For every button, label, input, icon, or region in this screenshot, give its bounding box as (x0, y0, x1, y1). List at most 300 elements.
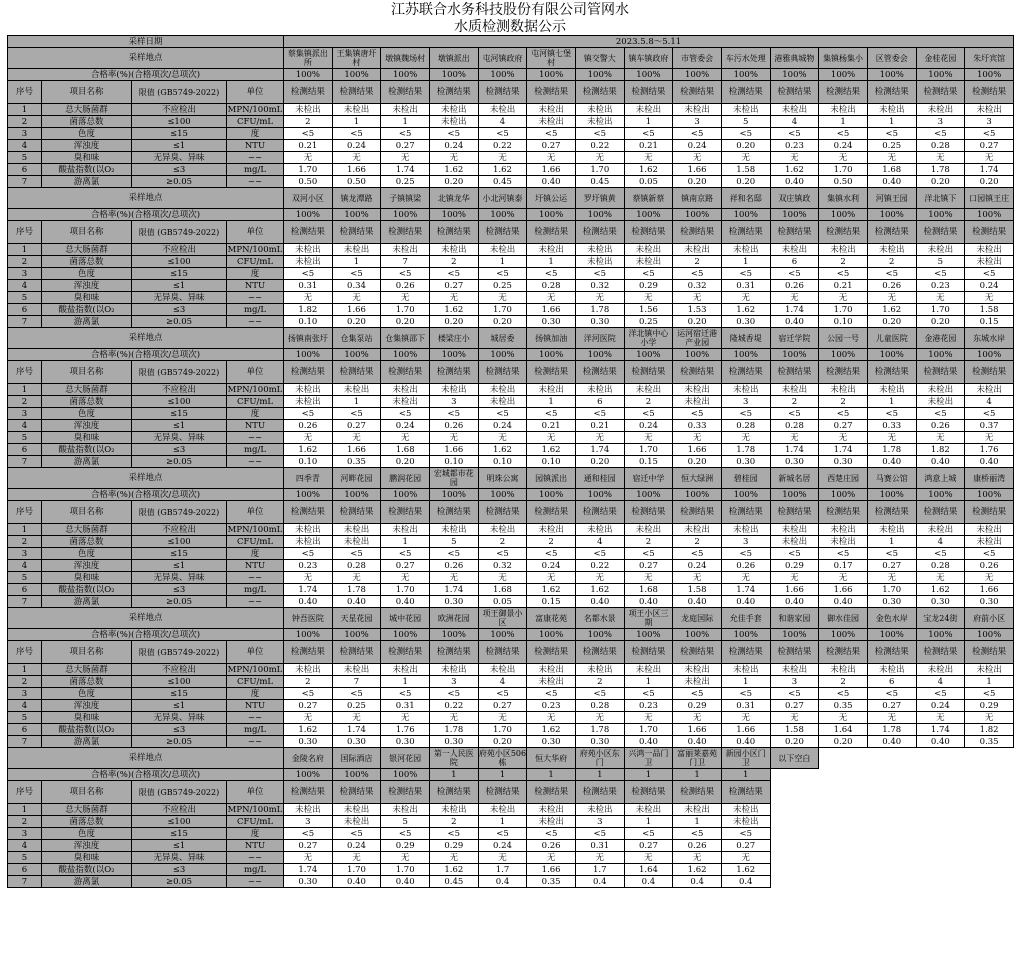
result-value: <5 (673, 688, 722, 700)
result-value: 无 (819, 712, 868, 724)
site-name: 欧洲花园 (429, 608, 478, 629)
site-name: 蔡镇新蔡 (624, 188, 673, 209)
result-value: 未检出 (527, 524, 576, 536)
item-name-header: 项目名称 (42, 501, 132, 524)
result-value: 无 (332, 292, 381, 304)
result-value: <5 (721, 128, 770, 140)
unit-header: 单位 (227, 81, 284, 104)
site-name: 新城名居 (770, 468, 819, 489)
result-value: 0.50 (819, 176, 868, 188)
empty-cell (965, 816, 1014, 828)
param-limit: ≤1 (132, 840, 227, 852)
result-header: 检测结果 (332, 361, 381, 384)
result-value: 0.40 (867, 176, 916, 188)
result-header: 检测结果 (575, 221, 624, 244)
result-value: 未检出 (478, 396, 527, 408)
result-header: 检测结果 (867, 81, 916, 104)
result-value: 1.62 (284, 444, 333, 456)
pass-rate-value: 100% (721, 209, 770, 221)
param-unit: ~~ (227, 572, 284, 584)
result-value: 1.74 (575, 444, 624, 456)
result-value: 无 (867, 572, 916, 584)
result-value: 无 (381, 572, 430, 584)
result-value: 1.64 (624, 864, 673, 876)
result-header: 检测结果 (770, 501, 819, 524)
result-value: 0.10 (284, 456, 333, 468)
pass-rate-value: 1 (575, 769, 624, 781)
seq-header: 序号 (8, 641, 42, 664)
result-value: 无 (332, 432, 381, 444)
result-value: 0.24 (819, 140, 868, 152)
result-value: 0.40 (332, 876, 381, 888)
result-value: 未检出 (478, 384, 527, 396)
result-header: 检测结果 (770, 221, 819, 244)
result-header: 检测结果 (673, 781, 722, 804)
result-value: 0.33 (673, 420, 722, 432)
table-row (8, 116, 1014, 128)
result-value: 1.62 (575, 584, 624, 596)
param-no: 5 (8, 292, 42, 304)
result-value: 未检出 (284, 256, 333, 268)
site-name: 富丽莱嘉苑门卫 (673, 748, 722, 769)
result-value: 0.05 (624, 176, 673, 188)
param-name: 色度 (42, 548, 132, 560)
result-value: 无 (478, 852, 527, 864)
pass-rate-value: 100% (770, 209, 819, 221)
result-value: <5 (527, 688, 576, 700)
site-name: 金色水岸 (867, 608, 916, 629)
table-row (8, 292, 1014, 304)
page-subtitle: 水质检测数据公示 (454, 19, 566, 35)
result-value: 1 (332, 396, 381, 408)
param-unit: CFU/mL (227, 816, 284, 828)
column-header-row (8, 501, 1014, 524)
result-value: 1 (332, 256, 381, 268)
result-value: 0.21 (624, 140, 673, 152)
result-value: 0.4 (478, 876, 527, 888)
result-value: 0.35 (819, 700, 868, 712)
result-value: 0.40 (673, 736, 722, 748)
result-value: 5 (429, 536, 478, 548)
pass-rate-value: 100% (527, 349, 576, 361)
result-value: 6 (575, 396, 624, 408)
result-value: 无 (429, 292, 478, 304)
result-value: 0.27 (624, 560, 673, 572)
result-value: <5 (381, 828, 430, 840)
result-value: 1.68 (381, 444, 430, 456)
result-value: 未检出 (284, 384, 333, 396)
result-value: 无 (575, 852, 624, 864)
param-unit: CFU/mL (227, 116, 284, 128)
result-value: 无 (429, 712, 478, 724)
pass-rate-value: 1 (527, 769, 576, 781)
table-row (8, 572, 1014, 584)
result-value: 未检出 (575, 664, 624, 676)
result-value: 0.15 (527, 596, 576, 608)
result-value: 无 (478, 152, 527, 164)
result-value: <5 (965, 128, 1014, 140)
result-value: 0.29 (624, 280, 673, 292)
site-name: 王集镇唐圩村 (332, 48, 381, 69)
param-name: 浑浊度 (42, 700, 132, 712)
result-value: 无 (332, 152, 381, 164)
result-value: 1 (478, 816, 527, 828)
site-name: 屯河镇政府 (478, 48, 527, 69)
param-name: 浑浊度 (42, 560, 132, 572)
result-value: 0.20 (429, 176, 478, 188)
result-value: 0.20 (381, 456, 430, 468)
result-value: 0.26 (721, 560, 770, 572)
result-value: <5 (478, 408, 527, 420)
result-value: 0.26 (965, 560, 1014, 572)
result-value: <5 (381, 268, 430, 280)
empty-cell (916, 840, 965, 852)
result-value: 1.70 (381, 304, 430, 316)
result-value: <5 (478, 828, 527, 840)
empty-cell (867, 852, 916, 864)
result-header: 检测结果 (332, 221, 381, 244)
result-value: 0.30 (721, 456, 770, 468)
param-no: 4 (8, 140, 42, 152)
result-value: 0.27 (867, 560, 916, 572)
table-row (8, 456, 1014, 468)
result-value: 未检出 (819, 524, 868, 536)
site-name: 恒大绿洲 (673, 468, 722, 489)
result-value: <5 (916, 548, 965, 560)
result-value: <5 (673, 268, 722, 280)
site-name: 洋北镇中心小学 (624, 328, 673, 349)
result-value: 无 (429, 152, 478, 164)
param-name: 色度 (42, 688, 132, 700)
result-value: 0.28 (770, 420, 819, 432)
result-header: 检测结果 (721, 361, 770, 384)
result-value: 未检出 (284, 396, 333, 408)
result-header: 检测结果 (527, 81, 576, 104)
result-value: 未检出 (527, 816, 576, 828)
result-header: 检测结果 (429, 221, 478, 244)
column-header-row (8, 781, 1014, 804)
result-value: <5 (721, 268, 770, 280)
empty-cell (819, 864, 868, 876)
result-value: 未检出 (624, 524, 673, 536)
result-value: 1.78 (575, 304, 624, 316)
param-no: 7 (8, 876, 42, 888)
param-name: 总大肠菌群 (42, 244, 132, 256)
param-no: 2 (8, 536, 42, 548)
result-value: 无 (673, 572, 722, 584)
param-no: 3 (8, 268, 42, 280)
result-value: 未检出 (478, 804, 527, 816)
site-name: 墩镇魏场村 (381, 48, 430, 69)
empty-cell (916, 864, 965, 876)
param-unit: 度 (227, 128, 284, 140)
sample-site-label: 采样地点 (8, 748, 284, 769)
result-header: 检测结果 (916, 361, 965, 384)
result-header: 检测结果 (965, 641, 1014, 664)
pass-rate-row (8, 489, 1014, 501)
result-value: 1.66 (527, 164, 576, 176)
result-value: 未检出 (575, 256, 624, 268)
param-no: 3 (8, 408, 42, 420)
param-name: 臭和味 (42, 292, 132, 304)
site-name: 鸿意上城 (916, 468, 965, 489)
param-unit: MPN/100mL (227, 244, 283, 255)
result-value: 1.76 (381, 724, 430, 736)
result-value: <5 (721, 828, 770, 840)
pass-rate-value: 1 (624, 769, 673, 781)
result-value: 未检出 (284, 244, 333, 256)
result-header: 检测结果 (965, 501, 1014, 524)
param-name: 色度 (42, 828, 132, 840)
result-value: 未检出 (819, 104, 868, 116)
result-value: 未检出 (527, 244, 576, 256)
empty-cell (965, 828, 1014, 840)
result-header: 检测结果 (527, 221, 576, 244)
empty-cell (965, 781, 1014, 804)
result-value: 1 (867, 396, 916, 408)
result-value: 0.30 (575, 316, 624, 328)
result-value: 3 (429, 396, 478, 408)
table-row (8, 280, 1014, 292)
result-value: 0.25 (867, 140, 916, 152)
param-unit: ~~ (227, 176, 284, 188)
param-name: 酸盐指数(以O₂ (42, 304, 132, 316)
result-value: <5 (770, 548, 819, 560)
result-value: 3 (721, 536, 770, 548)
result-value: 无 (478, 432, 527, 444)
result-value: 1.78 (429, 724, 478, 736)
item-name-header: 项目名称 (42, 641, 132, 664)
site-name: 项王御景小区 (478, 608, 527, 629)
site-name: 河镇王园 (867, 188, 916, 209)
result-value: <5 (770, 688, 819, 700)
result-header: 检测结果 (624, 221, 673, 244)
result-value: 未检出 (478, 664, 527, 676)
result-header: 检测结果 (770, 81, 819, 104)
page-title: 江苏联合水务科技股份有限公司管网水 (391, 2, 629, 18)
site-name: 小北河镇泰 (478, 188, 527, 209)
pass-rate-value: 1 (429, 769, 478, 781)
site-name: 市管委会 (673, 48, 722, 69)
result-value: 0.40 (770, 316, 819, 328)
result-value: 0.24 (429, 140, 478, 152)
result-value: 无 (819, 292, 868, 304)
result-value: 0.20 (721, 140, 770, 152)
result-value: 1.62 (527, 444, 576, 456)
result-value: 2 (819, 256, 868, 268)
param-no: 6 (8, 864, 42, 876)
result-value: 未检出 (965, 384, 1014, 396)
result-value: 1.66 (527, 864, 576, 876)
param-unit: MPN/100mL (227, 804, 283, 815)
result-value: <5 (527, 128, 576, 140)
result-value: 1.70 (332, 864, 381, 876)
result-value: 未检出 (721, 816, 770, 828)
result-value: 0.30 (527, 736, 576, 748)
result-header: 检测结果 (478, 781, 527, 804)
param-no: 4 (8, 420, 42, 432)
result-value: 未检出 (429, 524, 478, 536)
result-value: <5 (721, 688, 770, 700)
result-value: 4 (575, 536, 624, 548)
table-row (8, 384, 1014, 396)
param-limit: ≤100 (132, 396, 227, 408)
result-value: 无 (624, 292, 673, 304)
result-value: 无 (867, 432, 916, 444)
result-value: 1 (624, 816, 673, 828)
table-row (8, 128, 1014, 140)
result-value: 0.10 (819, 316, 868, 328)
site-name: 西楚庄园 (819, 468, 868, 489)
site-name: 金桂花园 (916, 48, 965, 69)
result-value: 1 (527, 396, 576, 408)
result-value: 0.21 (284, 140, 333, 152)
result-value: 未检出 (429, 104, 478, 116)
result-value: 未检出 (332, 816, 381, 828)
result-value: 1.62 (721, 864, 770, 876)
result-value: 0.27 (381, 560, 430, 572)
table-row (8, 560, 1014, 572)
result-header: 检测结果 (673, 221, 722, 244)
result-header: 检测结果 (624, 781, 673, 804)
result-value: 1.58 (770, 724, 819, 736)
result-header: 检测结果 (478, 81, 527, 104)
result-value: 未检出 (332, 524, 381, 536)
param-unit: ~~ (227, 736, 284, 748)
result-value: <5 (867, 688, 916, 700)
empty-cell (770, 816, 819, 828)
limit-header: 限值 (GB5749-2022) (132, 81, 227, 104)
result-value: 未检出 (819, 536, 868, 548)
result-value: 未检出 (673, 524, 722, 536)
empty-cell (819, 816, 868, 828)
result-value: 0.30 (867, 596, 916, 608)
result-value: 无 (965, 712, 1014, 724)
pass-rate-row (8, 629, 1014, 641)
pass-rate-value: 100% (381, 209, 430, 221)
result-value: 未检出 (867, 384, 916, 396)
result-value: 0.26 (429, 560, 478, 572)
result-value: 2 (429, 256, 478, 268)
empty-cell (867, 781, 916, 804)
result-value: 0.30 (429, 736, 478, 748)
result-value: 6 (867, 676, 916, 688)
site-name: 儿童医院 (867, 328, 916, 349)
site-name: 双河小区 (284, 188, 333, 209)
param-limit: 不应检出 (132, 524, 227, 536)
result-value: 未检出 (429, 384, 478, 396)
param-no: 7 (8, 596, 42, 608)
result-value: 未检出 (575, 524, 624, 536)
sample-site-label: 采样地点 (8, 468, 284, 489)
result-value: 未检出 (624, 244, 673, 256)
result-header: 检测结果 (965, 81, 1014, 104)
result-value: 0.10 (527, 456, 576, 468)
empty-cell (867, 816, 916, 828)
empty-cell (867, 864, 916, 876)
result-value: 0.50 (332, 176, 381, 188)
result-value: 未检出 (575, 384, 624, 396)
pass-rate-value: 1 (721, 769, 770, 781)
param-no: 7 (8, 176, 42, 188)
result-value: 无 (916, 572, 965, 584)
result-value: 0.24 (527, 560, 576, 572)
result-header: 检测结果 (429, 641, 478, 664)
param-unit: MPN/100mL (227, 664, 283, 675)
param-unit: mg/L (227, 584, 284, 596)
result-value: <5 (867, 408, 916, 420)
empty-cell (965, 840, 1014, 852)
param-name: 总大肠菌群 (42, 664, 132, 676)
result-value: 1.74 (916, 724, 965, 736)
result-value: 1.62 (673, 864, 722, 876)
site-name: 镇南京路 (673, 188, 722, 209)
result-header: 检测结果 (916, 221, 965, 244)
result-value: <5 (429, 548, 478, 560)
param-unit: mg/L (227, 444, 284, 456)
seq-header: 序号 (8, 361, 42, 384)
result-value: 1.78 (916, 164, 965, 176)
table-row (8, 304, 1014, 316)
param-limit: 不应检出 (132, 104, 227, 116)
param-no: 4 (8, 840, 42, 852)
result-value: 0.40 (867, 736, 916, 748)
item-name-header: 项目名称 (42, 81, 132, 104)
result-value: 0.21 (819, 280, 868, 292)
empty-cell (916, 781, 965, 804)
empty-cell (867, 876, 916, 888)
param-no: 5 (8, 432, 42, 444)
param-name: 浑浊度 (42, 840, 132, 852)
result-value: 0.34 (332, 280, 381, 292)
pass-rate-value: 100% (284, 349, 333, 361)
result-value: <5 (332, 828, 381, 840)
param-name: 菌落总数 (42, 256, 132, 268)
result-value: 0.30 (575, 736, 624, 748)
result-value: 未检出 (527, 384, 576, 396)
result-value: 0.24 (478, 840, 527, 852)
result-header: 检测结果 (429, 781, 478, 804)
result-header: 检测结果 (381, 81, 430, 104)
result-header: 检测结果 (819, 501, 868, 524)
site-row (8, 468, 1014, 489)
table-row (8, 816, 1014, 828)
result-value: 无 (624, 432, 673, 444)
param-no: 5 (8, 852, 42, 864)
result-value: <5 (284, 128, 333, 140)
result-value: 1.74 (284, 584, 333, 596)
limit-header: 限值 (GB5749-2022) (132, 501, 227, 524)
result-value: <5 (819, 268, 868, 280)
empty-cell (916, 748, 965, 769)
pass-rate-value: 100% (916, 209, 965, 221)
site-name: 兴鸿一品门卫 (624, 748, 673, 769)
result-value: 1 (381, 536, 430, 548)
param-unit: CFU/mL (227, 676, 284, 688)
result-value: <5 (673, 128, 722, 140)
result-value: <5 (916, 408, 965, 420)
pass-rate-value: 100% (721, 489, 770, 501)
result-value: 无 (527, 292, 576, 304)
param-no: 2 (8, 676, 42, 688)
result-value: 1.78 (867, 444, 916, 456)
result-value: 未检出 (721, 384, 770, 396)
param-name: 色度 (42, 128, 132, 140)
result-value: <5 (332, 408, 381, 420)
result-value: 无 (965, 152, 1014, 164)
result-value: 0.32 (673, 280, 722, 292)
param-name: 游离氯 (42, 176, 132, 188)
